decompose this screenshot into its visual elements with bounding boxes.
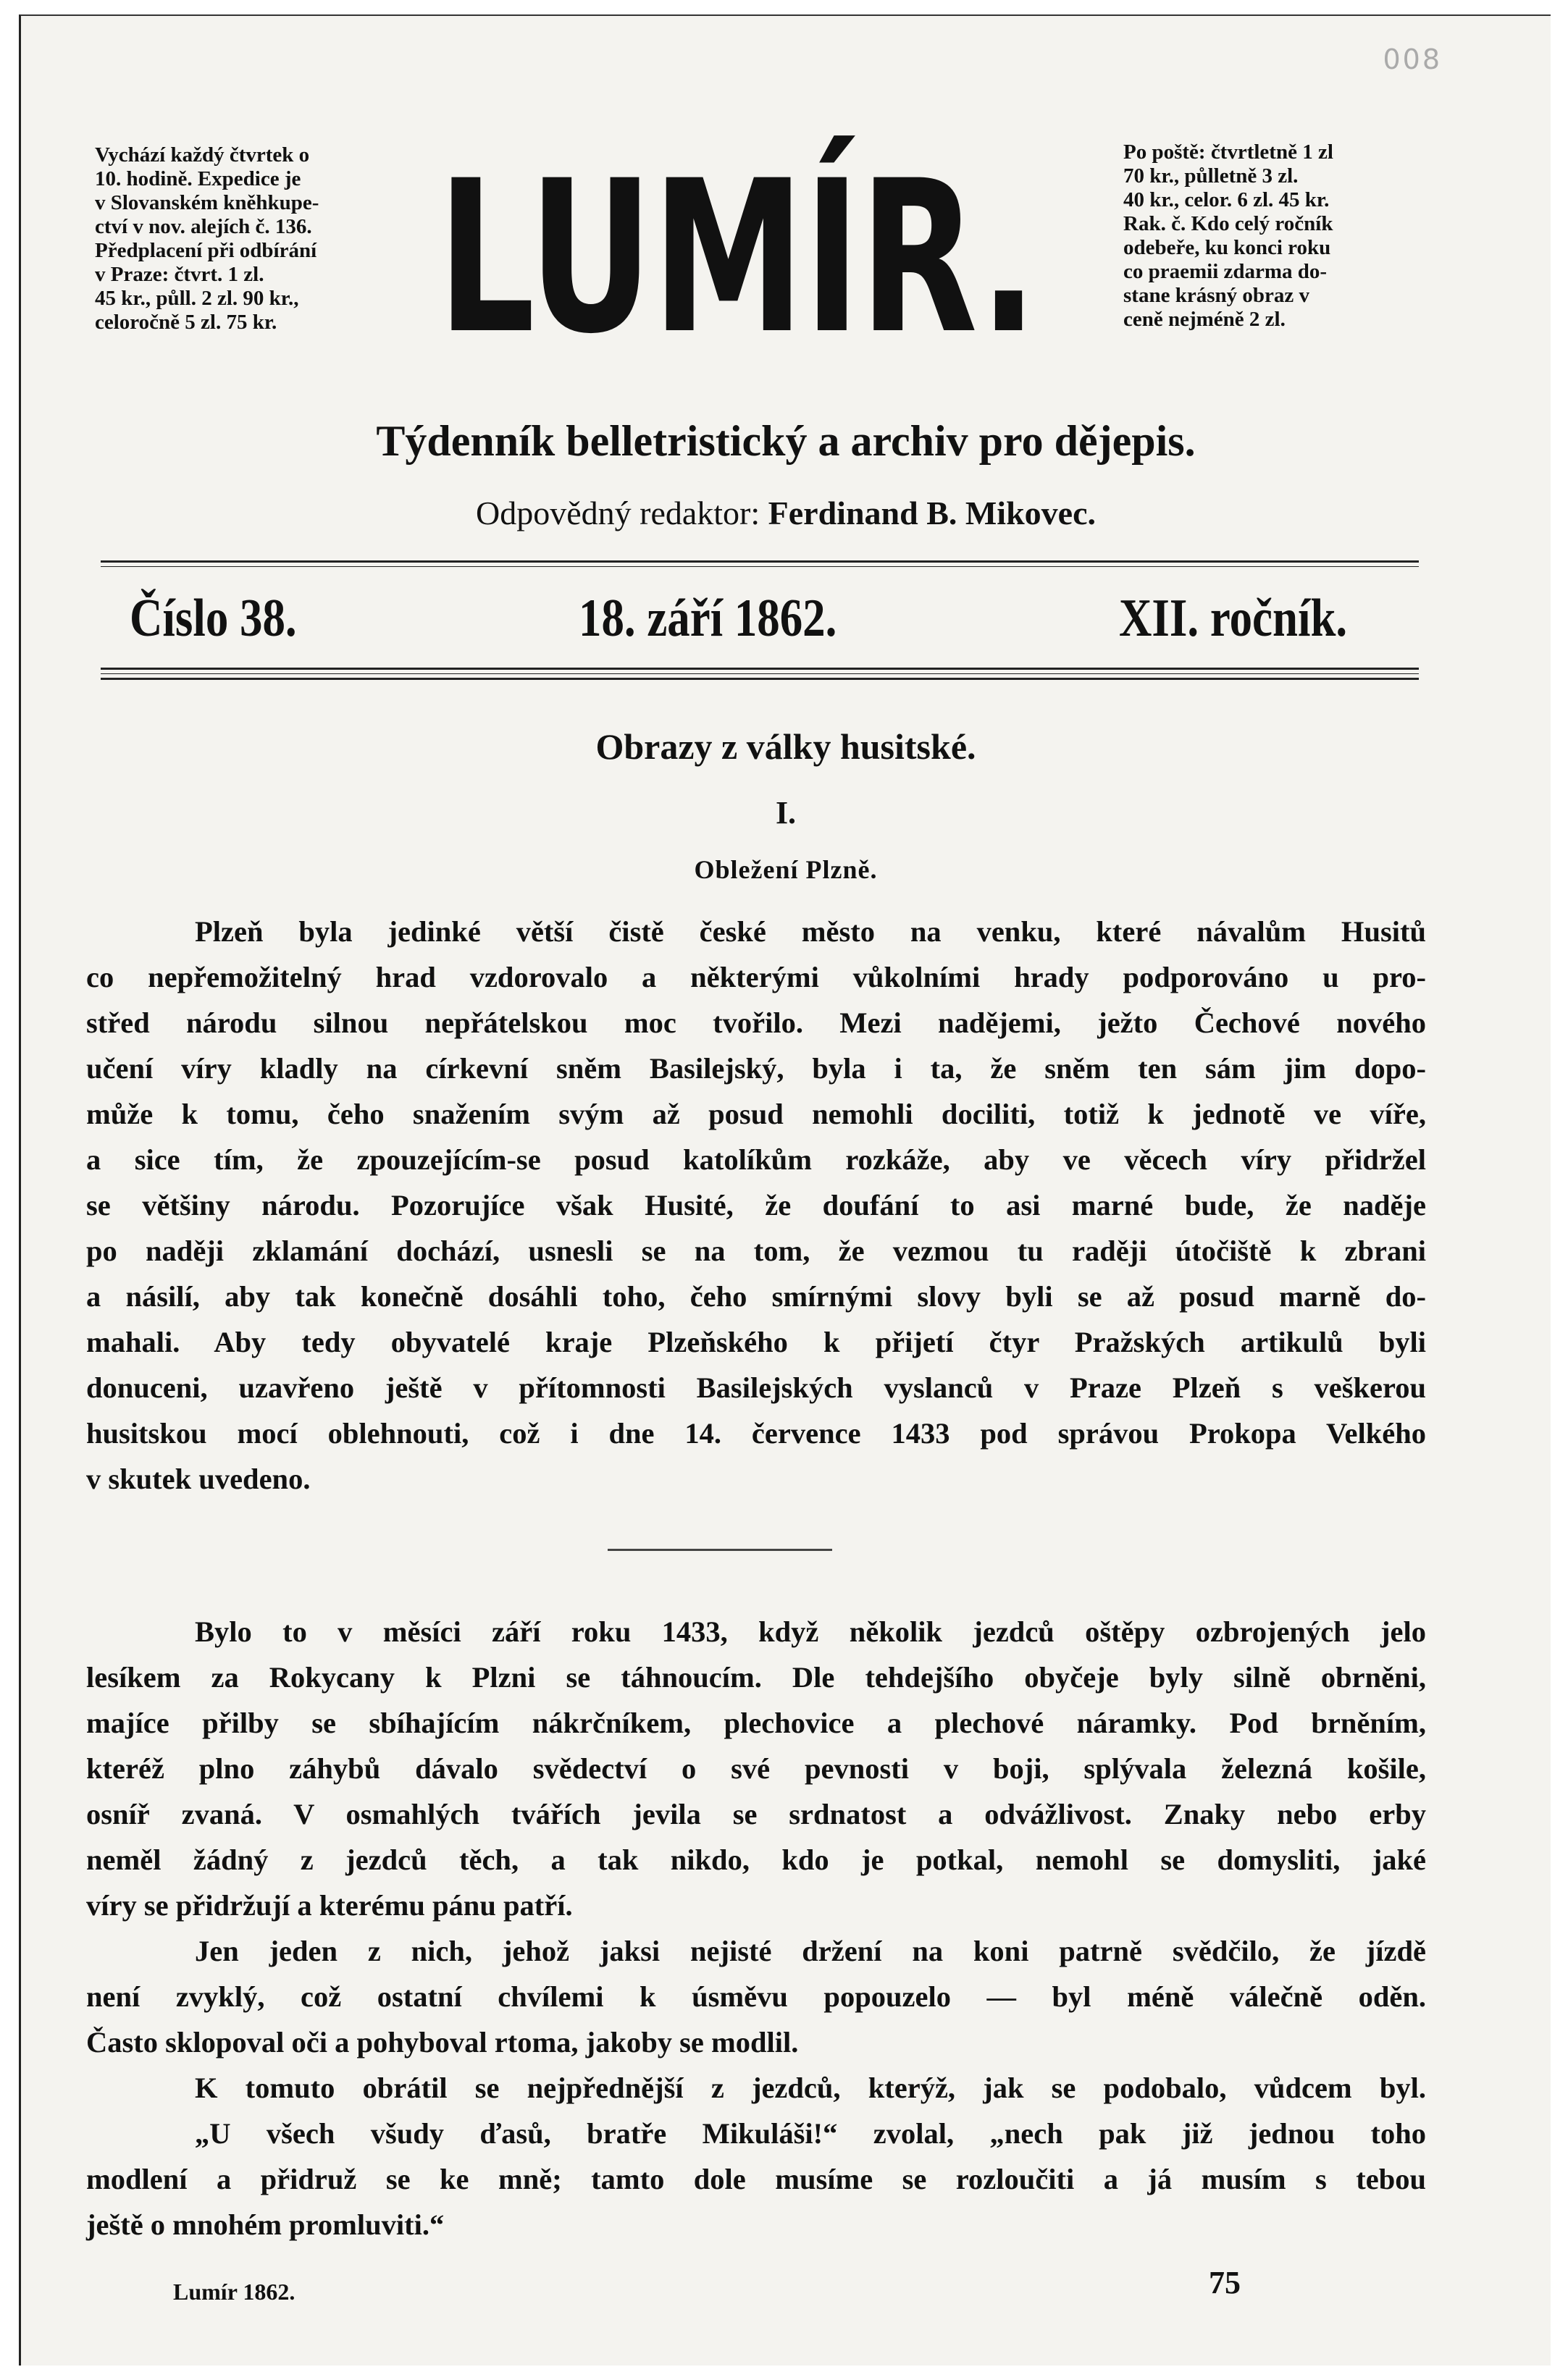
header-right-line: Po poště: čtvrtletně 1 zl bbox=[1123, 140, 1333, 164]
divider-rule bbox=[101, 566, 1419, 567]
article-part: I. bbox=[775, 795, 797, 831]
footer-source: Lumír 1862. bbox=[173, 2279, 295, 2305]
header-left-line: Vychází každý čtvrtek o bbox=[95, 143, 310, 167]
header-left-line: v Slovanském kněhkupe- bbox=[95, 191, 319, 214]
divider-rule bbox=[101, 678, 1419, 680]
text-line: husitskou mocí oblehnouti, což i dne 14. července 1433 pod správou Prokopa Velkého bbox=[86, 1417, 1426, 1450]
header-right-line: 70 kr., půlletně 3 zl. bbox=[1123, 164, 1299, 188]
text-line: K tomuto obrátil se nejpřednější z jezdců, kterýž, jak se podobalo, vůdcem byl. bbox=[195, 2072, 1426, 2104]
issue-number: Číslo 38. bbox=[130, 589, 297, 648]
issue-date: 18. září 1862. bbox=[579, 589, 837, 648]
text-line: v skutek uvedeno. bbox=[86, 1463, 311, 1495]
paragraph bbox=[86, 1609, 1426, 2247]
header-right-line: Rak. č. Kdo celý ročník bbox=[1123, 212, 1333, 235]
header-left-line: v Praze: čtvrt. 1 zl. bbox=[95, 263, 264, 286]
text-line: majíce přilby se sbíhajícím nákrčníkem, plechovice a plechové náramky. Pod brněním, bbox=[86, 1707, 1426, 1739]
text-line: mahali. Aby tedy obyvatelé kraje Plzeňského k přijetí čtyr Pražských artikulů byli bbox=[86, 1326, 1426, 1358]
editor-line bbox=[21, 494, 1551, 532]
header-right-line: stane krásný obraz v bbox=[1123, 284, 1309, 307]
masthead-title: LUMÍR. bbox=[437, 136, 1037, 380]
text-line: se většiny národu. Pozorujíce však Husité, že doufání to asi marné bude, že naděje bbox=[86, 1189, 1426, 1221]
text-line: učení víry kladly na církevní sněm Basilejský, byla i ta, že sněm ten sám jim dopo- bbox=[86, 1052, 1426, 1085]
header-right-subscription bbox=[1123, 140, 1435, 332]
text-line: Často sklopoval oči a pohyboval rtoma, jakoby se modlil. bbox=[86, 2026, 799, 2059]
section-separator bbox=[608, 1549, 832, 1551]
header-left-line: Předplacení při odbírání bbox=[95, 239, 317, 262]
divider-rule bbox=[101, 560, 1419, 563]
newspaper-subtitle: Týdenník belletristický a archiv pro dějepis. bbox=[376, 417, 1196, 465]
text-line: osníř zvaná. V osmahlých tvářích jevila se srdnatost a odvážlivost. Znaky nebo erby bbox=[86, 1798, 1426, 1830]
page-stamp: 008 bbox=[1383, 43, 1442, 75]
text-line: víry se přidržují a kterému pánu patří. bbox=[86, 1889, 573, 1922]
text-line: „U všech všudy ďasů, bratře Mikuláši!“ zvolal, „nech pak již jednou toho bbox=[195, 2117, 1426, 2150]
text-line: lesíkem za Rokycany k Plzni se táhnoucím. Dle tehdejšího obyčeje byly silně obrněni, bbox=[86, 1661, 1426, 1694]
text-line: co nepřemožitelný hrad vzdorovalo a některými vůkolními hrady podporováno u pro- bbox=[86, 961, 1426, 993]
article-title: Obrazy z války husitské. bbox=[595, 726, 976, 767]
article-subtitle: Obležení Plzně. bbox=[694, 855, 878, 884]
newspaper-page bbox=[19, 14, 1551, 2366]
text-line: ještě o mnohém promluviti.“ bbox=[86, 2208, 445, 2241]
paragraph bbox=[86, 909, 1426, 1502]
header-right-line: 40 kr., celor. 6 zl. 45 kr. bbox=[1123, 188, 1330, 211]
header-right-line: co praemii zdarma do- bbox=[1123, 260, 1328, 283]
text-line: a násilí, aby tak konečně dosáhli toho, čeho smírnými slovy byli se až posud marně do- bbox=[86, 1280, 1426, 1313]
text-line: po naději zklamání dochází, usnesli se na tom, že vezmou tu raději útočiště k zbrani bbox=[86, 1235, 1426, 1267]
editor-name: Ferdinand B. Mikovec. bbox=[768, 495, 1096, 531]
header-right-line: ceně nejméně 2 zl. bbox=[1123, 308, 1286, 331]
text-line: Plzeň byla jedinké větší čistě české město na venku, které návalům Husitů bbox=[195, 915, 1426, 948]
header-left-line: ctví v nov. alejích č. 136. bbox=[95, 215, 312, 238]
text-line: modlení a přidruž se ke mně; tamto dole musíme se rozloučiti a já musím s tebou bbox=[86, 2163, 1426, 2195]
text-line: a sice tím, že zpouzejícím-se posud katolíkům rozkáže, aby ve věcech víry přidržel bbox=[86, 1143, 1426, 1176]
header-left-line: 10. hodině. Expedice je bbox=[95, 167, 301, 190]
text-line: není zvyklý, což ostatní chvílemi k úsměvu popouzelo — byl méně válečně oděn. bbox=[86, 1980, 1426, 2013]
text-line: kteréž plno záhybů dávalo svědectví o své pevnosti v boji, splývala železná košile, bbox=[86, 1752, 1426, 1785]
text-line: Bylo to v měsíci září roku 1433, když několik jezdců oštěpy ozbrojených jelo bbox=[195, 1615, 1426, 1648]
header-left-line: 45 kr., půll. 2 zl. 90 kr., bbox=[95, 287, 299, 310]
text-line: Jen jeden z nich, jehož jaksi nejisté držení na koni patrně svědčilo, že jízdě bbox=[195, 1935, 1426, 1967]
page-number: 75 bbox=[1209, 2265, 1241, 2300]
text-line: střed národu silnou nepřátelskou moc tvořilo. Mezi nadějemi, ježto Čechové nového bbox=[86, 1006, 1426, 1039]
text-line: může k tomu, čeho snažením svým až posud nemohli dociliti, totiž k jednotě ve víře, bbox=[86, 1098, 1426, 1130]
header-right-line: odebeře, ku konci roku bbox=[1123, 236, 1331, 259]
editor-label: Odpovědný redaktor: bbox=[475, 495, 760, 531]
text-line: donuceni, uzavřeno ještě v přítomnosti Basilejských vyslanců v Praze Plzeň s veškerou bbox=[86, 1371, 1426, 1404]
divider-rule bbox=[101, 668, 1419, 670]
header-left-line: celoročně 5 zl. 75 kr. bbox=[95, 311, 277, 334]
header-left-subscription bbox=[95, 143, 406, 335]
issue-volume: XII. ročník. bbox=[1119, 589, 1348, 648]
text-line: neměl žádný z jezdců těch, a tak nikdo, kdo je potkal, nemohl se domysliti, jaké bbox=[86, 1843, 1426, 1876]
divider-rule bbox=[101, 673, 1419, 674]
